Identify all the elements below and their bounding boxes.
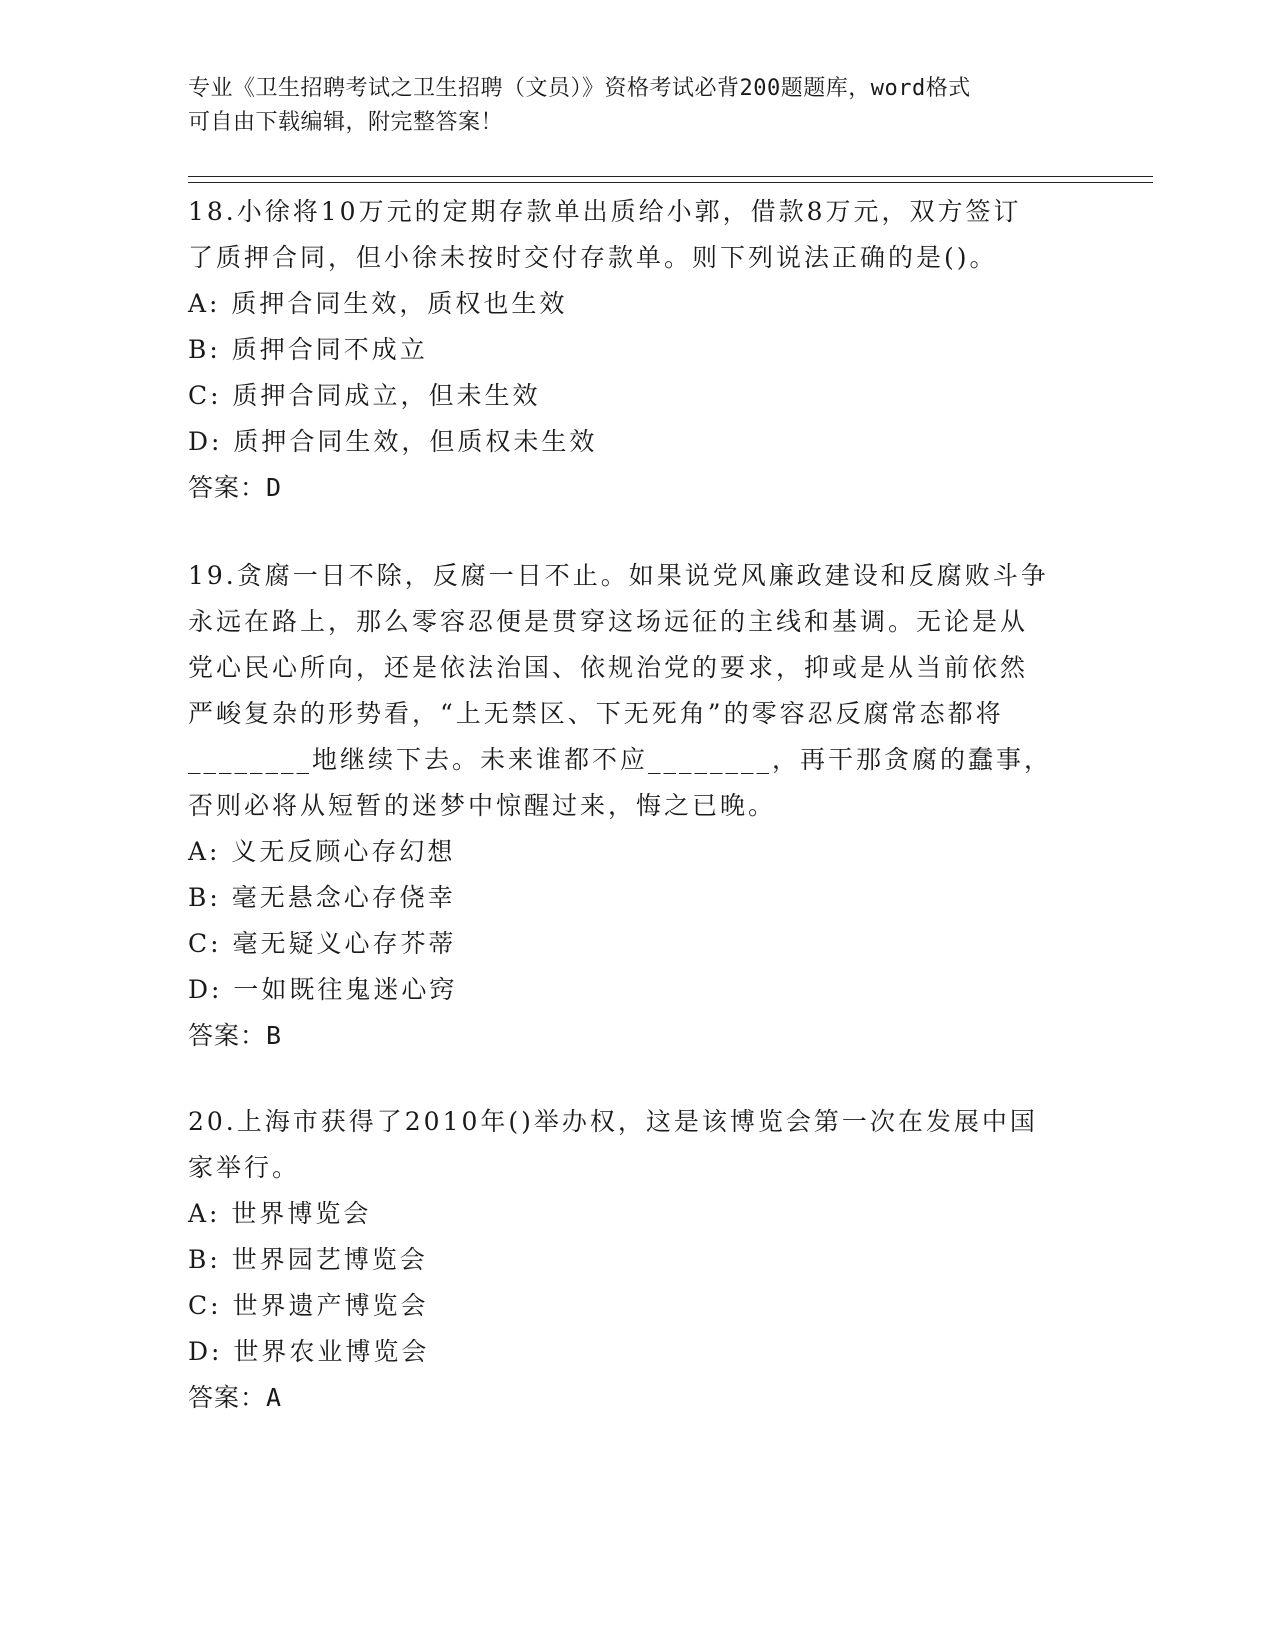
option-a: A: 世界博览会 (188, 1199, 372, 1228)
option-d: D: 一如既往鬼迷心窍 (188, 975, 458, 1004)
question-stem-line: 20.上海市获得了2010年()举办权，这是该博览会第一次在发展中国 (188, 1107, 1038, 1136)
header-divider-bottom (188, 182, 1153, 183)
question-19 (188, 553, 1068, 1059)
option-c: C: 质押合同成立，但未生效 (188, 381, 541, 410)
option-b: B: 世界园艺博览会 (188, 1245, 428, 1274)
question-stem-line: 家举行。 (188, 1153, 301, 1182)
question-stem-line: ________地继续下去。未来谁都不应________，再干那贪腐的蠢事， (188, 745, 1053, 774)
document-header (188, 72, 1068, 140)
answer: 答案：B (188, 1021, 283, 1050)
question-stem-line: 否则必将从短暂的迷梦中惊醒过来，悔之已晚。 (188, 791, 777, 820)
question-stem-line: 了质押合同，但小徐未按时交付存款单。则下列说法正确的是()。 (188, 243, 998, 272)
option-b: B: 毫无悬念心存侥幸 (188, 883, 456, 912)
option-c: C: 毫无疑义心存芥蒂 (188, 929, 457, 958)
header-divider-top (188, 176, 1153, 177)
option-a: A: 义无反顾心存幻想 (188, 837, 456, 866)
option-d: D: 质押合同生效，但质权未生效 (188, 427, 598, 456)
question-18 (188, 189, 1068, 511)
question-stem-line: 19.贪腐一日不除，反腐一日不止。如果说党风廉政建设和反腐败斗争 (188, 561, 1049, 590)
option-b: B: 质押合同不成立 (188, 335, 428, 364)
question-stem-line: 18.小徐将10万元的定期存款单出质给小郭，借款8万元，双方签订 (188, 197, 1022, 226)
question-20 (188, 1099, 1068, 1421)
answer: 答案：D (188, 473, 283, 502)
answer: 答案：A (188, 1383, 283, 1412)
header-line-1: 专业《卫生招聘考试之卫生招聘（文员）》资格考试必背200题题库，word格式 (188, 76, 971, 101)
question-stem-line: 永远在路上，那么零容忍便是贯穿这场远征的主线和基调。无论是从 (188, 607, 1029, 636)
option-d: D: 世界农业博览会 (188, 1337, 430, 1366)
question-stem-line: 严峻复杂的形势看，“上无禁区、下无死角”的零容忍反腐常态都将 (188, 699, 1004, 728)
header-line-2: 可自由下载编辑，附完整答案！ (188, 110, 504, 135)
question-stem-line: 党心民心所向，还是依法治国、依规治党的要求，抑或是从当前依然 (188, 653, 1029, 682)
option-a: A: 质押合同生效，质权也生效 (188, 289, 568, 318)
option-c: C: 世界遗产博览会 (188, 1291, 429, 1320)
